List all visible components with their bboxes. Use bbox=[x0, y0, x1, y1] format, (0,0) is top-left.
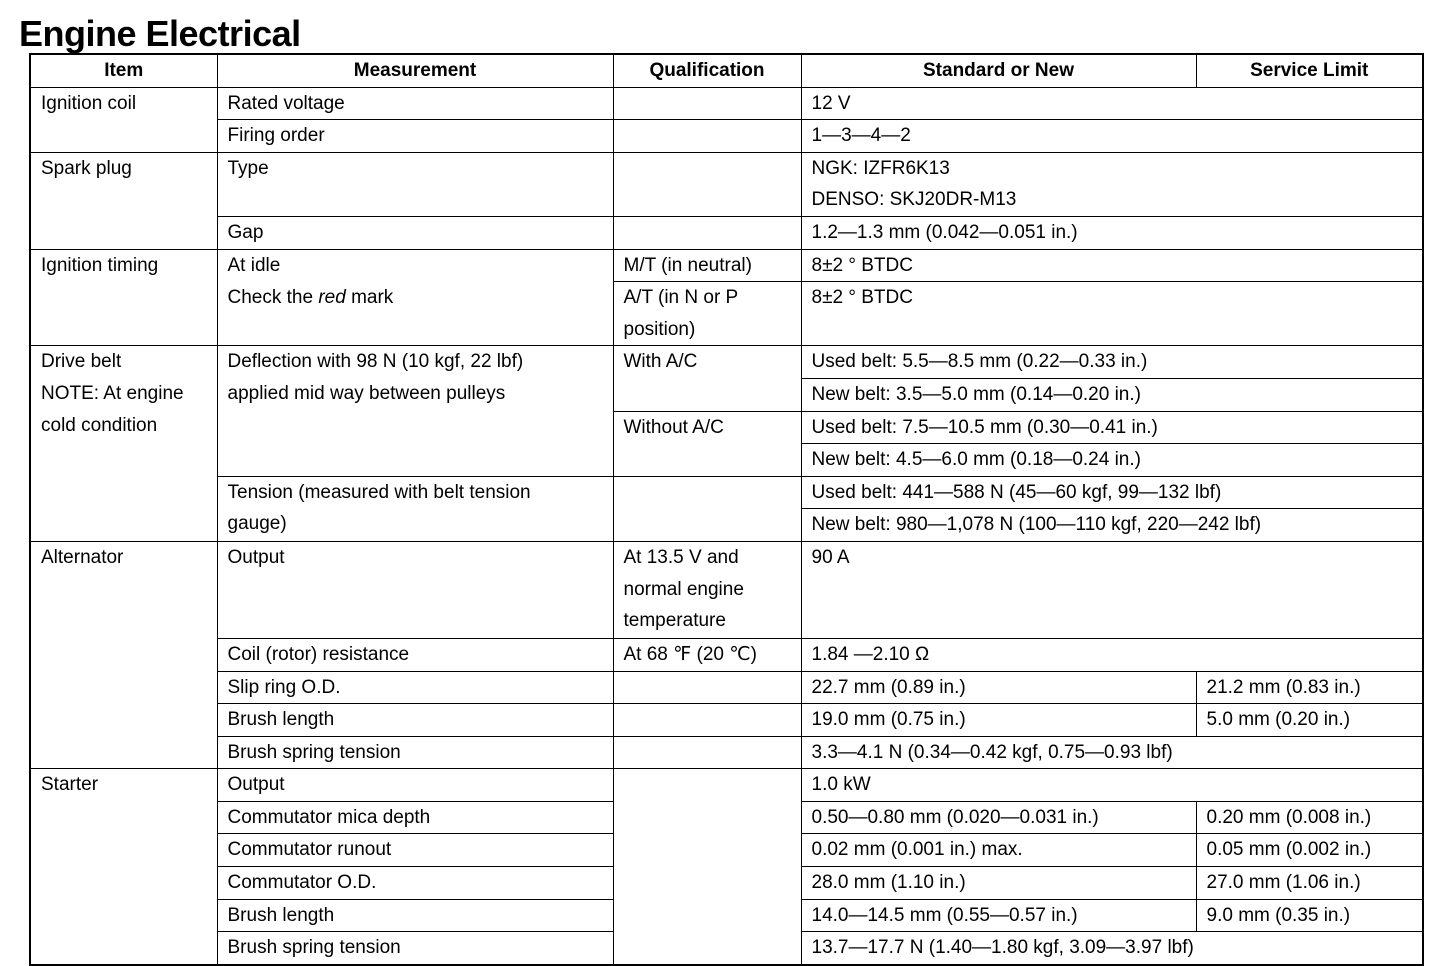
standard-cell: 1.0 kW bbox=[801, 769, 1423, 802]
qualification-cell: position) bbox=[613, 314, 801, 346]
qualification-cell: A/T (in N or P bbox=[613, 282, 801, 314]
service-limit-cell: 0.20 mm (0.008 in.) bbox=[1196, 801, 1423, 834]
table-row bbox=[30, 87, 1423, 120]
header-row bbox=[30, 54, 1423, 87]
service-limit-cell: 21.2 mm (0.83 in.) bbox=[1196, 671, 1423, 704]
item-drive-belt bbox=[30, 346, 217, 542]
table-row bbox=[30, 671, 1423, 704]
item-alternator: Alternator bbox=[30, 541, 217, 768]
standard-cell: Used belt: 7.5—10.5 mm (0.30—0.41 in.) bbox=[801, 411, 1423, 444]
qualification-cell: At 68 ℉ (20 ℃) bbox=[613, 638, 801, 671]
measurement-cell: Firing order bbox=[217, 120, 613, 153]
header-standard: Standard or New bbox=[801, 54, 1196, 87]
standard-cell: 13.7—17.7 N (1.40—1.80 kgf, 3.09—3.97 lbf) bbox=[801, 932, 1423, 965]
header-item: Item bbox=[30, 54, 217, 87]
qualification-text: normal engine bbox=[623, 578, 744, 600]
standard-cell: 14.0—14.5 mm (0.55—0.57 in.) bbox=[801, 899, 1196, 932]
standard-cell: 22.7 mm (0.89 in.) bbox=[801, 671, 1196, 704]
standard-cell: 19.0 mm (0.75 in.) bbox=[801, 704, 1196, 737]
standard-cell: 3.3—4.1 N (0.34—0.42 kgf, 0.75—0.93 lbf) bbox=[801, 736, 1423, 769]
note-text: cold condition bbox=[41, 414, 158, 436]
measurement-text: mark bbox=[345, 286, 394, 308]
item-ignition-timing: Ignition timing bbox=[30, 249, 217, 346]
standard-cell: 28.0 mm (1.10 in.) bbox=[801, 867, 1196, 900]
standard-cell: 8±2 ° BTDC bbox=[801, 249, 1423, 282]
qualification-cell bbox=[613, 120, 801, 153]
standard-cell: 1.84 —2.10 Ω bbox=[801, 638, 1423, 671]
item-text: Drive belt bbox=[41, 351, 122, 373]
measurement-text: Deflection with 98 N (10 kgf, 22 lbf) bbox=[227, 351, 524, 373]
page-title: Engine Electrical bbox=[19, 13, 301, 54]
qualification-text: temperature bbox=[623, 610, 726, 632]
service-limit-cell: 27.0 mm (1.06 in.) bbox=[1196, 867, 1423, 900]
standard-cell: Used belt: 441—588 N (45—60 kgf, 99—132 lbf) bbox=[801, 476, 1423, 509]
table-row bbox=[30, 249, 1423, 282]
standard-cell: NGK: IZFR6K13 bbox=[801, 152, 1423, 184]
table-row bbox=[30, 346, 1423, 379]
standard-cell: 0.50—0.80 mm (0.020—0.031 in.) bbox=[801, 801, 1196, 834]
measurement-cell: Commutator runout bbox=[217, 834, 613, 867]
table-row bbox=[30, 476, 1423, 509]
measurement-cell: Rated voltage bbox=[217, 87, 613, 120]
table-row bbox=[30, 769, 1423, 802]
header-service-limit: Service Limit bbox=[1196, 54, 1423, 87]
measurement-cell: Type bbox=[217, 152, 613, 216]
measurement-cell: Brush spring tension bbox=[217, 736, 613, 769]
service-limit-cell: 0.05 mm (0.002 in.) bbox=[1196, 834, 1423, 867]
standard-cell: 90 A bbox=[801, 541, 1423, 638]
table-row bbox=[30, 638, 1423, 671]
measurement-cell: Commutator mica depth bbox=[217, 801, 613, 834]
measurement-cell: Commutator O.D. bbox=[217, 867, 613, 900]
note-text: NOTE: At engine bbox=[41, 382, 184, 404]
table-row bbox=[30, 541, 1423, 638]
standard-cell: DENSO: SKJ20DR-M13 bbox=[801, 184, 1423, 216]
table-row bbox=[30, 736, 1423, 769]
spec-table bbox=[29, 53, 1424, 966]
qualification-cell bbox=[613, 704, 801, 737]
standard-cell: New belt: 3.5—5.0 mm (0.14—0.20 in.) bbox=[801, 378, 1423, 411]
standard-cell: New belt: 4.5—6.0 mm (0.18—0.24 in.) bbox=[801, 444, 1423, 477]
standard-cell: 12 V bbox=[801, 87, 1423, 120]
standard-cell: Used belt: 5.5—8.5 mm (0.22—0.33 in.) bbox=[801, 346, 1423, 379]
measurement-cell: Brush length bbox=[217, 899, 613, 932]
measurement-cell: At idle bbox=[217, 249, 613, 282]
qualification-cell bbox=[613, 541, 801, 638]
qualification-cell bbox=[613, 736, 801, 769]
standard-cell: 1—3—4—2 bbox=[801, 120, 1423, 153]
qualification-cell bbox=[613, 769, 801, 965]
header-qualification: Qualification bbox=[613, 54, 801, 87]
qualification-cell bbox=[613, 87, 801, 120]
measurement-cell: Output bbox=[217, 769, 613, 802]
qualification-cell bbox=[613, 152, 801, 216]
qualification-cell: Without A/C bbox=[613, 411, 801, 476]
measurement-cell: Brush spring tension bbox=[217, 932, 613, 965]
table-row bbox=[30, 704, 1423, 737]
red-mark-text: red bbox=[318, 286, 346, 308]
measurement-cell: Output bbox=[217, 541, 613, 638]
item-spark-plug: Spark plug bbox=[30, 152, 217, 249]
measurement-text: applied mid way between pulleys bbox=[227, 382, 506, 404]
standard-cell: 1.2—1.3 mm (0.042—0.051 in.) bbox=[801, 216, 1423, 249]
service-limit-cell: 9.0 mm (0.35 in.) bbox=[1196, 899, 1423, 932]
qualification-cell bbox=[613, 476, 801, 541]
service-limit-cell: 5.0 mm (0.20 in.) bbox=[1196, 704, 1423, 737]
qualification-text: At 13.5 V and bbox=[623, 546, 739, 568]
measurement-cell: Slip ring O.D. bbox=[217, 671, 613, 704]
measurement-cell: Brush length bbox=[217, 704, 613, 737]
qualification-cell: With A/C bbox=[613, 346, 801, 411]
measurement-cell: Gap bbox=[217, 216, 613, 249]
measurement-text: Check the bbox=[227, 286, 319, 308]
measurement-cell bbox=[217, 346, 613, 476]
table-row bbox=[30, 120, 1423, 153]
measurement-cell bbox=[217, 476, 613, 541]
standard-cell: 0.02 mm (0.001 in.) max. bbox=[801, 834, 1196, 867]
measurement-text: gauge) bbox=[227, 513, 287, 535]
table-row bbox=[30, 216, 1423, 249]
measurement-cell: Coil (rotor) resistance bbox=[217, 638, 613, 671]
measurement-cell bbox=[217, 282, 613, 346]
item-starter: Starter bbox=[30, 769, 217, 965]
standard-cell: New belt: 980—1,078 N (100—110 kgf, 220—242 lbf) bbox=[801, 509, 1423, 542]
qualification-cell: M/T (in neutral) bbox=[613, 249, 801, 282]
table-row bbox=[30, 152, 1423, 184]
standard-cell: 8±2 ° BTDC bbox=[801, 282, 1423, 346]
measurement-text: Tension (measured with belt tension bbox=[227, 481, 531, 503]
item-ignition-coil: Ignition coil bbox=[30, 87, 217, 152]
table-row bbox=[30, 282, 1423, 314]
qualification-cell bbox=[613, 216, 801, 249]
qualification-cell bbox=[613, 671, 801, 704]
header-measurement: Measurement bbox=[217, 54, 613, 87]
